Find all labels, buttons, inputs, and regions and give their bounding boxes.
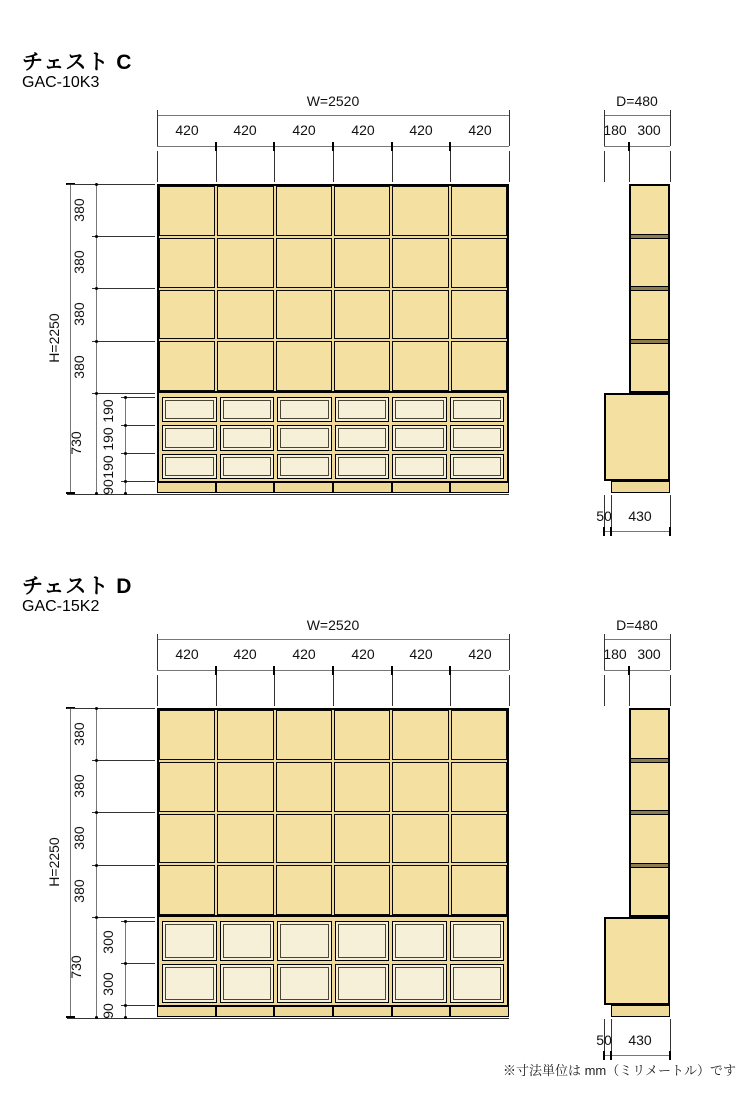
dim-end-tick [509, 634, 510, 670]
extension-line [629, 675, 630, 706]
extension-line [157, 675, 158, 706]
tick [391, 142, 393, 151]
shelf-cell [392, 814, 448, 864]
extension-line [333, 151, 334, 182]
dim-dot [95, 183, 98, 186]
extension-line [450, 151, 451, 182]
shelf-cell [159, 814, 215, 864]
shelf-cell [159, 341, 215, 391]
shelf-cell [451, 238, 507, 288]
base-dim-label: 430 [628, 508, 652, 524]
extension-line [670, 151, 671, 182]
shelf-cell [159, 762, 215, 812]
base-joint-line [215, 482, 217, 492]
extension-line [67, 184, 155, 185]
side-upper-column [629, 708, 670, 917]
col-dim-label: 420 [233, 122, 257, 138]
drawer-front [392, 425, 447, 450]
depth-total-label: D=480 [616, 93, 658, 109]
depth-dim-label: 180 [603, 646, 627, 662]
drawer-sub-label: 90 [100, 479, 116, 495]
extension-line [92, 917, 155, 918]
extension-line [92, 760, 155, 761]
drawer-front [220, 425, 275, 450]
drawer-front [392, 964, 447, 1004]
row-dim-label: 380 [71, 198, 87, 222]
drawer-front [277, 397, 332, 422]
shelf-cell [159, 186, 215, 236]
shelf-cell [217, 865, 273, 915]
extension-line [92, 341, 155, 342]
shelf-cell [276, 186, 332, 236]
drawer-front [277, 964, 332, 1004]
drawer-front [277, 425, 332, 450]
base-joint-line [391, 482, 393, 492]
shelf-cell [276, 865, 332, 915]
dim-dot [95, 864, 98, 867]
tick [273, 666, 275, 675]
drawer-total-label: 730 [68, 431, 84, 455]
shelf-cell [276, 762, 332, 812]
dim-dot [124, 480, 127, 483]
extension-line [92, 812, 155, 813]
chest-d-section [0, 544, 750, 1079]
tick [603, 1051, 605, 1060]
height-total-label: H=2250 [46, 837, 62, 887]
shelf-cell [334, 238, 390, 288]
shelf-cell [334, 865, 390, 915]
shelf-cell [334, 710, 390, 760]
col-dim-label: 420 [292, 646, 316, 662]
side-shelf-cell [631, 344, 668, 392]
base-joint-line [273, 1006, 275, 1016]
shelf-cell [451, 290, 507, 340]
depth-dim-label: 180 [603, 122, 627, 138]
extension-line [92, 236, 155, 237]
extension-line [509, 675, 510, 706]
dim-dot [124, 424, 127, 427]
base-dim-label: 50 [596, 1032, 612, 1048]
drawer-front [277, 921, 332, 961]
side-shelf-cell [631, 815, 668, 863]
row-dim-label: 380 [71, 774, 87, 798]
dim-line [125, 397, 126, 493]
col-dim-label: 420 [409, 646, 433, 662]
base-joint-line [391, 1006, 393, 1016]
drawer-front [450, 454, 505, 479]
shelf-cell [392, 186, 448, 236]
dim-dot [95, 811, 98, 814]
chest-title: チェスト D [22, 575, 133, 598]
shelf-cell [334, 762, 390, 812]
drawer-front [392, 921, 447, 961]
shelf-cell [334, 186, 390, 236]
shelf-cell [451, 186, 507, 236]
dim-dot [124, 1016, 127, 1019]
dim-dot [95, 492, 98, 495]
shelf-cell [217, 238, 273, 288]
tick [215, 666, 217, 675]
drawer-front [277, 454, 332, 479]
tick [215, 142, 217, 151]
extension-line [157, 151, 158, 182]
drawer-front [335, 425, 390, 450]
front-drawer-zone [157, 393, 509, 481]
col-dim-label: 420 [351, 646, 375, 662]
shelf-cell [217, 814, 273, 864]
chest-title: チェスト C [22, 51, 133, 74]
drawer-front [162, 454, 217, 479]
dim-line [604, 146, 670, 147]
extension-line [509, 151, 510, 182]
shelf-cell [392, 341, 448, 391]
drawer-sub-label: 190 [100, 399, 116, 423]
drawer-front [220, 964, 275, 1004]
side-drawer-body [604, 393, 670, 481]
dim-line [604, 1055, 670, 1056]
shelf-cell [159, 290, 215, 340]
col-dim-label: 420 [351, 122, 375, 138]
shelf-cell [217, 186, 273, 236]
tick [610, 527, 612, 536]
extension-line [670, 675, 671, 706]
front-shelf-grid [157, 708, 509, 917]
shelf-cell [392, 865, 448, 915]
drawer-front [450, 964, 505, 1004]
extension-line [392, 675, 393, 706]
dim-dot [124, 396, 127, 399]
col-dim-label: 420 [292, 122, 316, 138]
side-shelf-cell [631, 868, 668, 916]
dim-dot [95, 916, 98, 919]
tick [332, 666, 334, 675]
drawer-front [392, 397, 447, 422]
depth-dim-label: 300 [637, 646, 661, 662]
drawer-front [335, 964, 390, 1004]
drawer-front [335, 454, 390, 479]
shelf-cell [159, 238, 215, 288]
dim-line [96, 184, 97, 493]
dim-dot [124, 492, 127, 495]
side-upper-column [629, 184, 670, 393]
dim-line [157, 639, 509, 640]
dim-dot [95, 235, 98, 238]
extension-line [629, 151, 630, 182]
dim-line [125, 921, 126, 1017]
col-dim-label: 420 [175, 122, 199, 138]
extension-line [216, 151, 217, 182]
extension-line [604, 675, 605, 706]
tick [449, 666, 451, 675]
side-shelf-cell [631, 239, 668, 287]
base-joint-line [449, 482, 451, 492]
dim-dot [95, 759, 98, 762]
drawer-front [450, 921, 505, 961]
depth-total-label: D=480 [616, 617, 658, 633]
dim-end-tick [670, 634, 671, 670]
col-dim-label: 420 [468, 122, 492, 138]
shelf-cell [451, 814, 507, 864]
side-shelf-cell [631, 763, 668, 811]
drawer-front [162, 425, 217, 450]
row-dim-label: 380 [71, 355, 87, 379]
side-shelf-cell [631, 291, 668, 339]
row-dim-label: 380 [71, 250, 87, 274]
extension-line [450, 675, 451, 706]
base-joint-line [332, 1006, 334, 1016]
shelf-cell [392, 762, 448, 812]
drawer-front [220, 397, 275, 422]
front-drawer-zone [157, 917, 509, 1005]
extension-line [92, 288, 155, 289]
extension-line [333, 675, 334, 706]
drawer-front [450, 425, 505, 450]
model-code: GAC-15K2 [22, 598, 100, 615]
dim-dot [95, 707, 98, 710]
side-shelf-cell [631, 186, 668, 234]
base-joint-line [332, 482, 334, 492]
shelf-cell [276, 290, 332, 340]
row-dim-label: 380 [71, 826, 87, 850]
width-total-label: W=2520 [306, 617, 360, 633]
base-dim-label: 430 [628, 1032, 652, 1048]
dim-end-tick [157, 110, 158, 146]
drawer-front [162, 397, 217, 422]
shelf-cell [334, 290, 390, 340]
tick [449, 142, 451, 151]
drawer-total-label: 730 [68, 955, 84, 979]
shelf-cell [217, 710, 273, 760]
shelf-cell [451, 762, 507, 812]
extension-line [67, 494, 509, 495]
shelf-cell [276, 710, 332, 760]
model-code: GAC-10K3 [22, 74, 100, 91]
drawer-front [450, 397, 505, 422]
shelf-cell [451, 341, 507, 391]
dim-end-tick [157, 634, 158, 670]
dim-dot [124, 920, 127, 923]
drawer-sub-label: 190 [100, 455, 116, 479]
dim-end-tick [670, 110, 671, 146]
row-dim-label: 380 [71, 879, 87, 903]
shelf-cell [334, 814, 390, 864]
drawer-front [162, 921, 217, 961]
drawer-sub-label: 300 [100, 972, 116, 996]
width-total-label: W=2520 [306, 93, 360, 109]
tick [391, 666, 393, 675]
height-total-label: H=2250 [46, 313, 62, 363]
tick [669, 1051, 671, 1060]
dim-dot [124, 962, 127, 965]
shelf-cell [392, 238, 448, 288]
shelf-cell [217, 290, 273, 340]
extension-line [274, 151, 275, 182]
shelf-cell [217, 762, 273, 812]
drawer-sub-label: 300 [100, 930, 116, 954]
col-dim-label: 420 [233, 646, 257, 662]
base-joint-line [273, 482, 275, 492]
shelf-cell [392, 290, 448, 340]
base-joint-line [449, 1006, 451, 1016]
tick [610, 1051, 612, 1060]
shelf-cell [159, 865, 215, 915]
dim-line [157, 115, 509, 116]
dim-line [96, 708, 97, 1017]
front-shelf-grid [157, 184, 509, 393]
dim-dot [95, 287, 98, 290]
extension-line [604, 151, 605, 182]
dim-dot [124, 1004, 127, 1007]
col-dim-label: 420 [468, 646, 492, 662]
drawer-sub-label: 190 [100, 427, 116, 451]
row-dim-label: 380 [71, 302, 87, 326]
extension-line [216, 675, 217, 706]
shelf-cell [334, 341, 390, 391]
base-joint-line [215, 1006, 217, 1016]
extension-line [67, 708, 155, 709]
drawer-front [220, 454, 275, 479]
extension-line [392, 151, 393, 182]
side-drawer-body [604, 917, 670, 1005]
shelf-cell [217, 341, 273, 391]
drawer-sub-label: 90 [100, 1003, 116, 1019]
tick [628, 142, 630, 151]
extension-line [92, 865, 155, 866]
dim-dot [95, 340, 98, 343]
shelf-cell [276, 814, 332, 864]
tick [669, 527, 671, 536]
chest-c-section [0, 20, 750, 555]
side-base [611, 481, 670, 493]
drawer-front [335, 397, 390, 422]
side-shelf-cell [631, 710, 668, 758]
extension-line [274, 675, 275, 706]
shelf-cell [392, 710, 448, 760]
shelf-cell [159, 710, 215, 760]
tick [603, 527, 605, 536]
dim-line [604, 639, 670, 640]
shelf-cell [451, 865, 507, 915]
shelf-cell [451, 710, 507, 760]
side-base [611, 1005, 670, 1017]
col-dim-label: 420 [409, 122, 433, 138]
dim-line [604, 531, 670, 532]
drawer-front [335, 921, 390, 961]
drawer-front [162, 964, 217, 1004]
row-dim-label: 380 [71, 722, 87, 746]
col-dim-label: 420 [175, 646, 199, 662]
tick [332, 142, 334, 151]
shelf-cell [276, 341, 332, 391]
extension-line [67, 1018, 509, 1019]
extension-line [92, 393, 155, 394]
tick [273, 142, 275, 151]
base-dim-label: 50 [596, 508, 612, 524]
drawer-front [220, 921, 275, 961]
dim-end-tick [509, 110, 510, 146]
dim-dot [124, 452, 127, 455]
dim-dot [95, 392, 98, 395]
shelf-cell [276, 238, 332, 288]
units-note: ※寸法単位は mm（ミリメートル）です [502, 1063, 736, 1078]
drawer-front [392, 454, 447, 479]
dim-dot [95, 1016, 98, 1019]
dim-line [604, 115, 670, 116]
tick [628, 666, 630, 675]
dim-line [604, 670, 670, 671]
depth-dim-label: 300 [637, 122, 661, 138]
